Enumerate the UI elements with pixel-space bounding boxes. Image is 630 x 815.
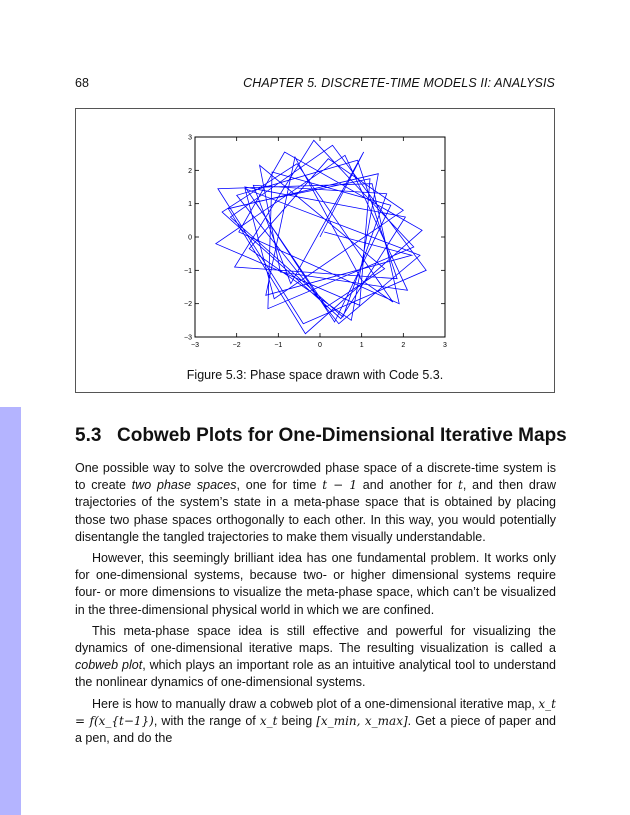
math-inline: t bbox=[458, 478, 463, 493]
x-tick-label: 1 bbox=[359, 342, 364, 349]
trajectory-layer bbox=[216, 140, 426, 333]
emphasis: two phase spaces bbox=[131, 478, 237, 493]
paragraph-1: One possible way to solve the overcrowded phase space of a discrete-time system is to create two phase spaces, one for time t − 1 and another for t, and then draw trajectories of the system’s state in a meta-phase space that is obtained by placing those two phase spaces orthogonally to each other. In this way, you would potentially disentangle the tangled trajectories to make them visually understandable. bbox=[75, 461, 556, 544]
trajectory-line bbox=[216, 140, 426, 333]
math-inline: x_t = f(x_{t−1}) bbox=[75, 696, 556, 728]
y-tick-label: −3 bbox=[184, 334, 192, 342]
chapter-title: CHAPTER 5. DISCRETE-TIME MODELS II: ANALYSIS bbox=[243, 76, 555, 90]
y-tick-label: 2 bbox=[188, 167, 192, 175]
y-tick-label: 0 bbox=[188, 234, 192, 242]
figure-caption: Figure 5.3: Phase space drawn with Code 5.3. bbox=[186, 368, 444, 382]
side-thumb-tab bbox=[0, 407, 21, 815]
math-inline: t − 1 bbox=[322, 478, 357, 493]
phase-space-plot bbox=[175, 127, 457, 349]
paragraph-2: However, this seemingly brilliant idea has one fundamental problem. It works only for one-dimensional systems, because two- or higher dimensional systems require four- or more dimensions to visualize the meta-phase space, which can’t be visualized in the three-dimensional physical world in which we are confined. bbox=[75, 551, 556, 617]
section-number: 5.3 bbox=[75, 425, 102, 446]
paragraph-3: This meta-phase space idea is still effective and powerful for visualizing the dynamics of one-dimensional iterative maps. The resulting visualization is called a cobweb plot, which plays an important role as an intuitive analytical tool to understand the nonlinear dynamics of one-dimensional systems. bbox=[75, 623, 556, 690]
x-tick-label: −2 bbox=[232, 342, 241, 349]
math-inline: [x_min, x_max] bbox=[316, 713, 408, 728]
y-tick-label: 3 bbox=[188, 134, 192, 142]
section-heading bbox=[75, 425, 567, 447]
emphasis: cobweb plot bbox=[75, 658, 143, 673]
figure-frame bbox=[75, 108, 555, 393]
y-tick-label: −1 bbox=[184, 267, 192, 275]
section-title: Cobweb Plots for One-Dimensional Iterative Maps bbox=[117, 425, 567, 446]
y-tick-label: −2 bbox=[184, 301, 192, 309]
x-tick-label: 3 bbox=[443, 342, 447, 349]
x-tick-label: −1 bbox=[274, 342, 283, 349]
tick-layer bbox=[184, 135, 447, 350]
x-tick-label: 2 bbox=[401, 342, 406, 349]
body-text bbox=[75, 460, 556, 747]
running-head bbox=[75, 76, 555, 90]
page-number: 68 bbox=[75, 76, 89, 90]
math-inline: x_t bbox=[259, 713, 278, 728]
paragraph-4: Here is how to manually draw a cobweb plot of a one-dimensional iterative map, x_t = f(x_{t−1}), with the range of x_t being [x_min, x_max]. Get a piece of paper and a pen, and do the bbox=[75, 696, 556, 746]
y-tick-label: 1 bbox=[188, 201, 192, 209]
x-tick-label: 0 bbox=[318, 342, 322, 349]
x-tick-label: −3 bbox=[191, 342, 199, 349]
